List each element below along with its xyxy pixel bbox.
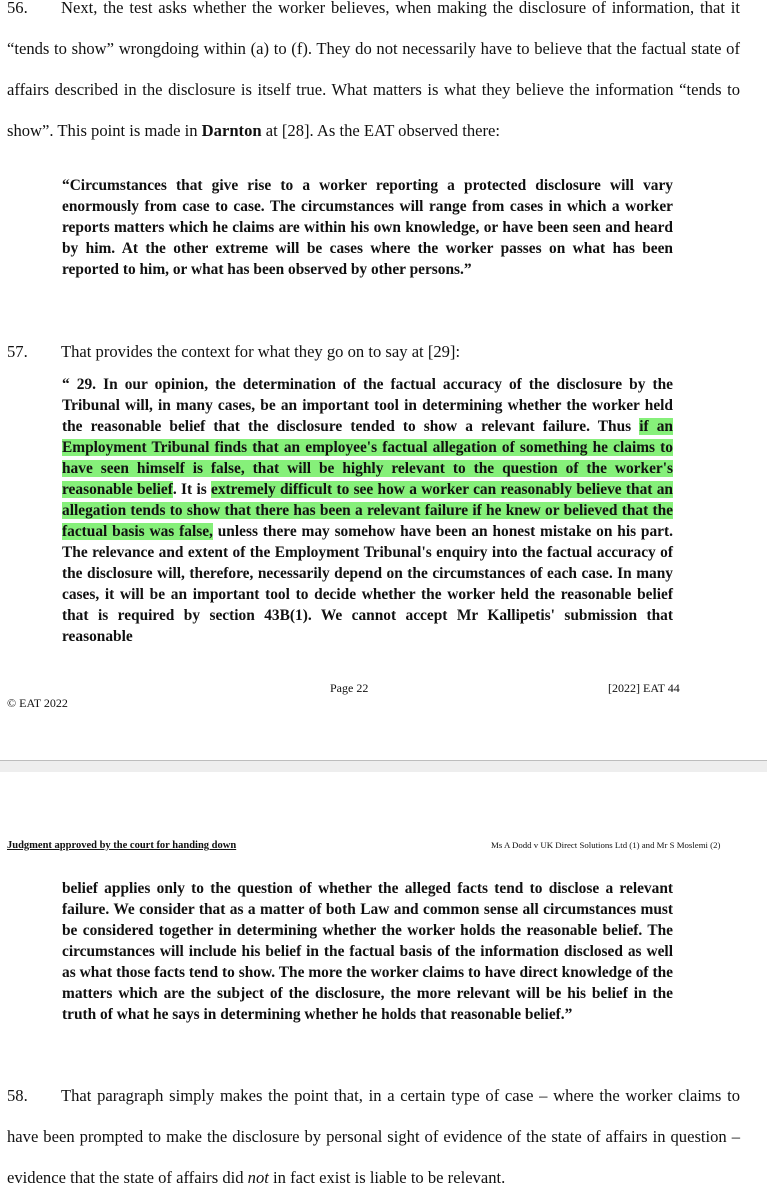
paragraph-text-end: in fact exist is liable to be relevant. [268,1168,506,1187]
paragraph-number: 56. [7,0,28,17]
page-header-left: Judgment approved by the court for handing down [7,840,237,851]
paragraph-56 [7,0,740,151]
paragraph-text: That paragraph simply makes the point that, in a certain type of case – where the worker claims to have been prompted to make the disclosure by personal sight of evidence of the state of affairs in question – evidence that the state of affairs did [7,1086,740,1187]
paragraph-text: Next, the test asks whether the worker believes, when making the disclosure of information, that it “tends to show” wrongdoing within (a) to (f). They do not necessarily have to believe that the factual state of affairs described in the disclosure is itself true. What matters is what they believe the information “tends to show”. This point is made in [7,0,740,140]
neutral-citation: [2022] EAT 44 [608,681,680,695]
quotation-darnton-29 [62,374,673,647]
quote-text: “ 29. In our opinion, the determination of the factual accuracy of the disclosure by the Tribunal will, in many cases, be an important tool in determining whether the worker held the reasonable belief that the disclosure tended to show a relevant failure. Thus [62,376,673,435]
quotation-continued: belief applies only to the question of whether the alleged facts tend to disclose a relevant failure. We consider that as a matter of both Law and common sense all circumstances must be considered together in determining whether the worker holds the reasonable belief. The circumstances will include his belief in the factual basis of the information disclosed as well as what those facts tend to show. The more the worker claims to have direct knowledge of the matters which are the subject of the disclosure, the more relevant will be his belief in the truth of what he says in determining whether he holds that reasonable belief.” [62,880,673,1023]
page-number: Page 22 [330,681,369,695]
quotation-darnton-28: “Circumstances that give rise to a worker reporting a protected disclosure will vary enormously from case to case. The circumstances will range from cases in which a worker reports matters which he claims are within his own knowledge, or have been seen and heard by him. At the other extreme will be cases where the worker passes on what has been reported to him, or what has been observed by other persons.” [62,177,673,278]
paragraph-number: 57. [7,342,28,361]
copyright-notice: © EAT 2022 [7,696,68,710]
emphasis-not: not [247,1168,269,1187]
case-name-darnton: Darnton [201,121,262,140]
quote-text: unless there may somehow have been an honest mistake on his part. The relevance and extent of the Employment Tribunal's enquiry into the factual accuracy of the disclosure will, therefore, necessarily depend on the circumstances of each case. In many cases, it will be an important tool to decide whether the worker held the reasonable belief that is required by section 43B(1). We cannot accept Mr Kallipetis' submission that reasonable [62,523,673,645]
highlighted-text: if an Employment Tribunal finds that an employee's factual allegation of something he claims to have seen himself is false, that will be highly relevant to the question of the worker's reasonable belief [62,418,673,498]
document-page-23 [0,772,767,1187]
quote-text: . It is [172,481,212,498]
page-header-right: Ms A Dodd v UK Direct Solutions Ltd (1) and Mr S Moslemi (2) [491,840,721,850]
paragraph-text-end: at [28]. As the EAT observed there: [261,121,501,140]
highlighted-text: extremely difficult to see how a worker can reasonably believe that an allegation tends to show that there has been a relevant failure if he knew or believed that the factual basis was false, [62,481,673,540]
paragraph-number: 58. [7,1086,28,1105]
paragraph-58 [7,1075,740,1198]
paragraph-57 [7,331,740,372]
paragraph-text: That provides the context for what they go on to say at [29]: [61,342,461,361]
